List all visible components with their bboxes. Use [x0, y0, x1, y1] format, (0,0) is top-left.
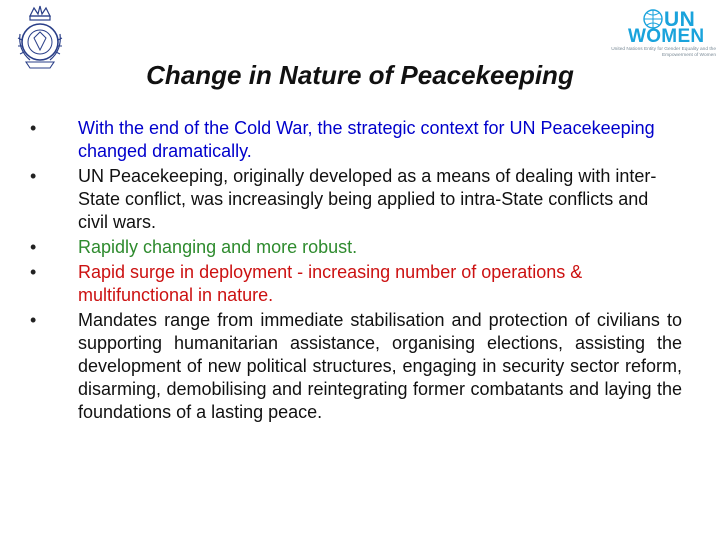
bullet-dot-icon: • [30, 166, 37, 186]
bullet-list [30, 117, 682, 426]
bullet-dot-icon: • [30, 118, 37, 138]
bullet-text: Rapidly changing and more robust. [78, 237, 358, 257]
bullet-dot-icon: • [30, 262, 37, 282]
bullet-dot-icon: • [30, 310, 37, 330]
bullet-item [30, 236, 682, 259]
logo-tagline: United Nations Entity for Gender Equality and the Empowerment of Women [611, 47, 716, 58]
logo-women-text: WOMEN [628, 26, 705, 47]
bullet-text: UN Peacekeeping, originally developed as a means of dealing with inter-State conflict, was increasingly being applied to intra-State conflicts and civil wars. [78, 166, 657, 232]
bullet-item [30, 309, 682, 424]
bullet-text: Rapid surge in deployment - increasing number of operations & multifunctional in nature. [78, 262, 583, 305]
bullet-text: Mandates range from immediate stabilisation and protection of civilians to supporting humanitarian assistance, organising elections, assisting the development of new political structures, engaging in security sector reform, disarming, demobilising and reintegrating former combatants and laying the foundations of a lasting peace. [78, 310, 682, 422]
bullet-dot-icon: • [30, 237, 37, 257]
slide-title: Change in Nature of Peacekeeping [146, 60, 574, 90]
bullet-text: With the end of the Cold War, the strategic context for UN Peacekeeping changed dramatically. [78, 118, 655, 161]
bullet-item [30, 165, 682, 234]
logo-un-text: UN [664, 8, 696, 31]
un-women-logo [598, 6, 716, 66]
bullet-item [30, 117, 682, 163]
bullet-item [30, 261, 682, 307]
